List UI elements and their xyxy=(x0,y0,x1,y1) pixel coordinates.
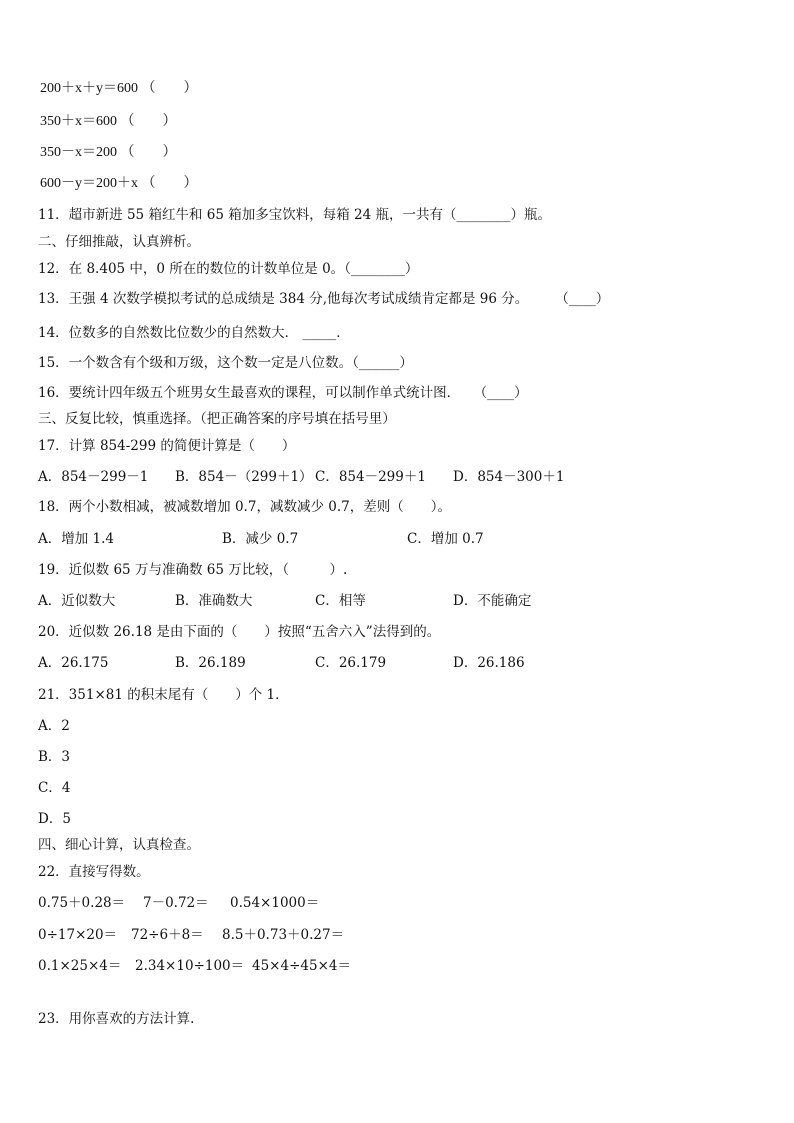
calc-item: 0.75＋0.28＝ xyxy=(38,895,126,911)
question-21-option-b: B．3 xyxy=(38,749,71,765)
calc-item: 0÷17×20＝ xyxy=(38,927,118,943)
question-17-option-d: D．854－300＋1 xyxy=(453,469,565,485)
question-20-option-b: B．26.189 xyxy=(175,655,246,671)
question-21-option-a: A．2 xyxy=(38,718,70,734)
question-11: 11．超市新进 55 箱红牛和 65 箱加多宝饮料，每箱 24 瓶，一共有（________）瓶。 xyxy=(38,207,551,223)
question-13: 13．王强 4 次数学模拟考试的总成绩是 384 分,他每次考试成绩肯定都是 96 分。 （____） xyxy=(38,291,610,307)
question-21-option-d: D．5 xyxy=(38,811,71,827)
question-20-option-a: A．26.175 xyxy=(38,655,109,671)
question-17-option-a: A．854－299－1 xyxy=(38,469,149,485)
question-17-stem: 17．计算 854-299 的简便计算是（ ） xyxy=(38,438,296,454)
question-17-option-c: C．854－299＋1 xyxy=(315,469,426,485)
question-22-stem: 22．直接写得数。 xyxy=(38,864,150,880)
calc-item: 8.5＋0.73＋0.27＝ xyxy=(222,927,345,943)
question-12: 12．在 8.405 中，0 所在的数位的计数单位是 0。（________） xyxy=(38,261,419,277)
equation-4: 600－y＝200＋x （ ） xyxy=(40,176,198,191)
question-19-option-b: B．准确数大 xyxy=(175,593,253,609)
calc-item: 2.34×10÷100＝ xyxy=(135,958,245,974)
section-3-heading: 三、反复比较，慎重选择。（把正确答案的序号填在括号里） xyxy=(38,411,396,427)
question-18-option-a: A．增加 1.4 xyxy=(38,531,115,547)
question-17-option-b: B．854－（299＋1） xyxy=(175,469,313,485)
equation-2: 350＋x＝600 （ ） xyxy=(40,114,177,129)
calc-item: 45×4÷45×4＝ xyxy=(252,958,351,974)
calc-item: 0.1×25×4＝ xyxy=(38,958,122,974)
calc-item: 7－0.72＝ xyxy=(143,895,209,911)
question-18-option-b: B．减少 0.7 xyxy=(222,531,299,547)
question-18-stem: 18．两个小数相减，被减数增加 0.7，减数减少 0.7，差则（ ）。 xyxy=(38,499,451,515)
question-19-stem: 19．近似数 65 万与准确数 65 万比较，（ ）. xyxy=(38,562,348,578)
question-20-option-c: C．26.179 xyxy=(315,655,387,671)
question-16: 16．要统计四年级五个班男女生最喜欢的课程，可以制作单式统计图． （____） xyxy=(38,385,528,401)
question-20-option-d: D．26.186 xyxy=(453,655,525,671)
question-21-option-c: C．4 xyxy=(38,780,71,796)
question-19-option-a: A．近似数大 xyxy=(38,593,116,609)
equation-1: 200＋x＋y＝600 （ ） xyxy=(40,81,198,96)
section-2-heading: 二、仔细推敲，认真辨析。 xyxy=(38,234,200,250)
question-15: 15．一个数含有个级和万级，这个数一定是八位数。（______） xyxy=(38,355,413,371)
equation-3: 350－x＝200 （ ） xyxy=(40,145,177,160)
question-21-stem: 21．351×81 的积末尾有（ ）个 1． xyxy=(38,687,289,703)
question-20-stem: 20．近似数 26.18 是由下面的（ ）按照“五舍六入”法得到的。 xyxy=(38,624,441,640)
section-4-heading: 四、细心计算，认真检查。 xyxy=(38,837,200,853)
calc-item: 72÷6＋8＝ xyxy=(131,927,204,943)
question-19-option-c: C．相等 xyxy=(315,593,366,609)
question-18-option-c: C．增加 0.7 xyxy=(407,531,484,547)
question-19-option-d: D．不能确定 xyxy=(453,593,532,609)
question-14: 14．位数多的自然数比位数少的自然数大． _____． xyxy=(38,325,350,341)
question-23: 23．用你喜欢的方法计算. xyxy=(38,1011,195,1027)
calc-item: 0.54×1000＝ xyxy=(230,895,320,911)
